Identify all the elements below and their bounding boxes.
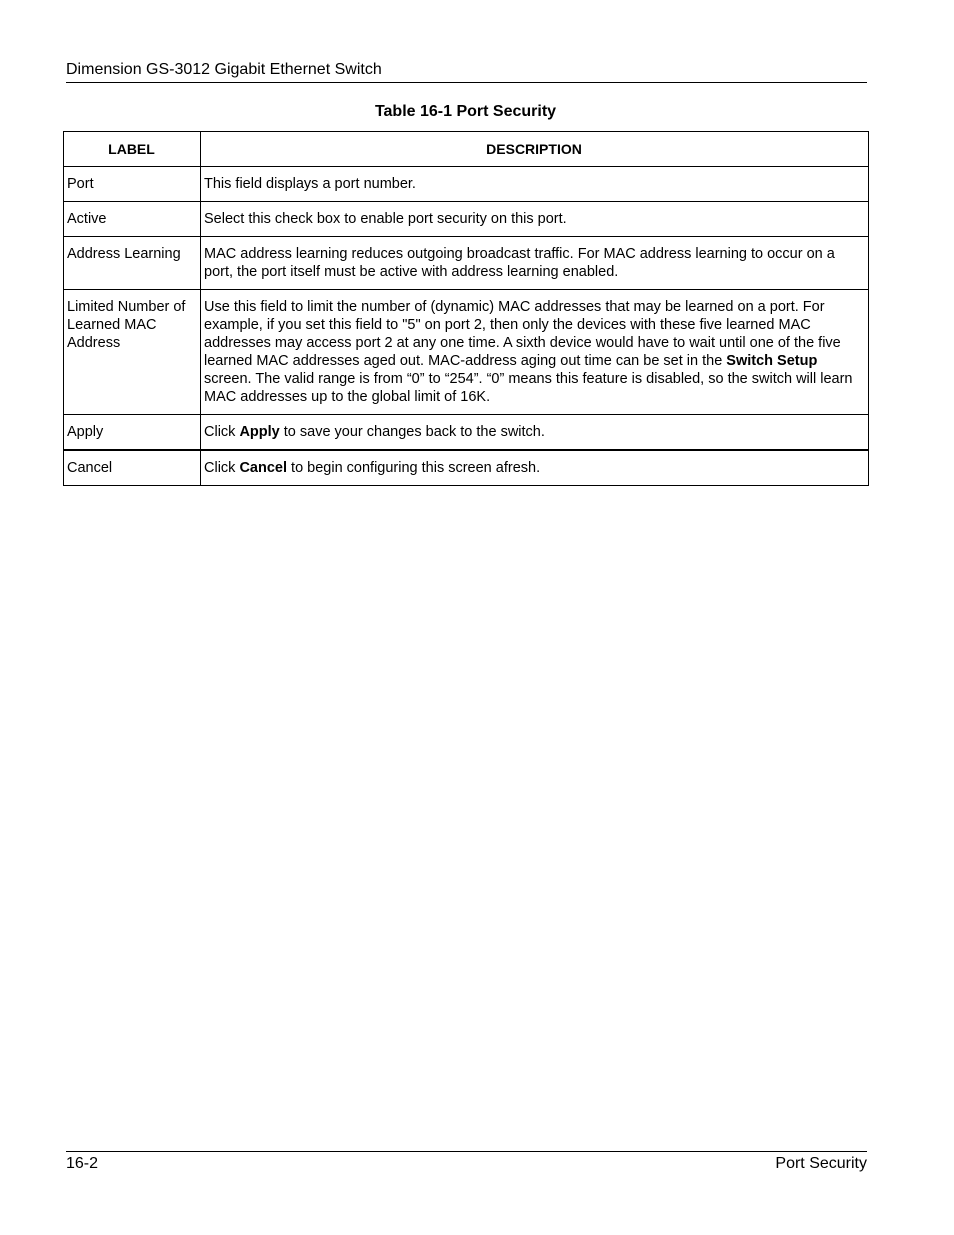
- row-label: Apply: [64, 415, 201, 451]
- row-label: Limited Number of Learned MAC Address: [64, 290, 201, 415]
- table-header-row: [64, 132, 869, 167]
- row-label: Cancel: [64, 450, 201, 486]
- column-header-description: DESCRIPTION: [201, 132, 869, 167]
- row-description: MAC address learning reduces outgoing broadcast traffic. For MAC address learning to occur on a port, the port itself must be active with address learning enabled.: [201, 237, 869, 290]
- row-description: Use this field to limit the number of (dynamic) MAC addresses that may be learned on a port. For example, if you set this field to "5" on port 2, then only the devices with these five learned MAC addresses may access port 2 at any one time. A sixth device would have to wait until one of the five learned MAC addresses aged out. MAC-address aging out time can be set in the Switch Setup screen. The valid range is from “0” to “254”. “0” means this feature is disabled, so the switch will learn MAC addresses up to the global limit of 16K.: [201, 290, 869, 415]
- switch-setup-term: Switch Setup: [726, 353, 818, 369]
- row-label: Active: [64, 202, 201, 237]
- apply-term: Apply: [239, 424, 280, 440]
- section-name: Port Security: [775, 1155, 867, 1172]
- row-description: Click Cancel to begin configuring this screen afresh.: [201, 450, 869, 486]
- row-label: Port: [64, 167, 201, 202]
- table-row: [64, 415, 869, 451]
- table-row: [64, 290, 869, 415]
- table-row: [64, 167, 869, 202]
- column-header-label: LABEL: [64, 132, 201, 167]
- table-row: [64, 202, 869, 237]
- row-description: This field displays a port number.: [201, 167, 869, 202]
- row-description: Click Apply to save your changes back to the switch.: [201, 415, 869, 451]
- page-header: [66, 60, 867, 83]
- table-row: [64, 237, 869, 290]
- port-security-table: [63, 131, 869, 486]
- cancel-term: Cancel: [239, 460, 288, 476]
- page-footer: [66, 1151, 867, 1174]
- document-title: Dimension GS-3012 Gigabit Ethernet Switch: [66, 61, 382, 78]
- row-description: Select this check box to enable port security on this port.: [201, 202, 869, 237]
- row-label: Address Learning: [64, 237, 201, 290]
- table-row: [64, 450, 869, 486]
- page-number: 16-2: [66, 1155, 99, 1172]
- table-caption: Table 16-1 Port Security: [374, 103, 557, 120]
